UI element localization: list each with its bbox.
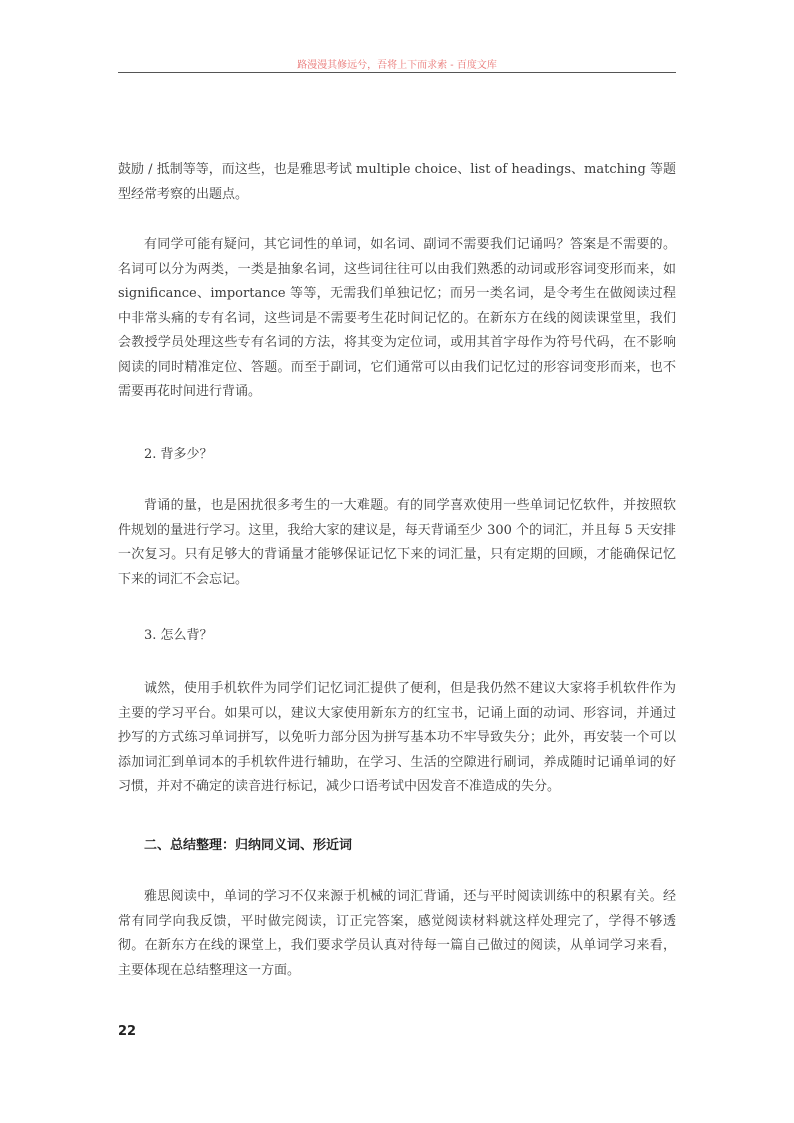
- paragraph-1: 鼓励 / 抵制等等，而这些，也是雅思考试 multiple choice、list of headings、matching 等题型经常考察的出题点。: [118, 162, 676, 202]
- paragraph-2: 有同学可能有疑问，其它词性的单词，如名词、副词不需要我们记诵吗？答案是不需要的。名词可以分为两类，一类是抽象名词，这些词往往可以由我们熟悉的动词或形容词变形而来，如 significance、importance 等等，无需我们单独记忆；而另一类名词，是令考生在做阅读过程中非常头痛的专有名词，这些词是不需要考生花时间记忆的。在新东方在线的阅读课堂里，我们会教授学员处理这些专有名词的方法，将其变为定位词，或用其首字母作为符号代码，在不影响阅读的同时精准定位、答题。而至于副词，它们通常可以由我们记忆过的形容词变形而来，也不需要再花时间进行背诵。: [118, 237, 676, 399]
- subheading-how-to: 3. 怎么背？: [144, 628, 213, 643]
- paragraph-4: 诚然，使用手机软件为同学们记忆词汇提供了便利，但是我仍然不建议大家将手机软件作为主要的学习平台。如果可以，建议大家使用新东方的红宝书，记诵上面的动词、形容词，并通过抄写的方式练习单词拼写，以免听力部分因为拼写基本功不牢导致失分；此外，再安装一个可以添加词汇到单词本的手机软件进行辅助，在学习、生活的空隙进行刷词，养成随时记诵单词的好习惯，并对不确定的读音进行标记，减少口语考试中因发音不准造成的失分。: [118, 681, 676, 794]
- subheading-how-many: 2. 背多少？: [144, 447, 213, 462]
- paragraph-3: 背诵的量，也是困扰很多考生的一大难题。有的同学喜欢使用一些单词记忆软件，并按照软件规划的量进行学习。这里，我给大家的建议是，每天背诵至少 300 个的词汇，并且每 5 天安排一次复习。只有足够大的背诵量才能够保证记忆下来的词汇量，只有定期的回顾，才能确保记忆下来的词汇不会忘记。: [118, 498, 676, 587]
- header-divider: [118, 72, 676, 73]
- document-header: 路漫漫其修远兮，吾将上下而求索 - 百度文库: [297, 60, 497, 71]
- page-number: 22: [118, 1024, 137, 1039]
- paragraph-5: 雅思阅读中，单词的学习不仅来源于机械的词汇背诵，还与平时阅读训练中的积累有关。经常有同学向我反馈，平时做完阅读，订正完答案，感觉阅读材料就这样处理完了，学得不够透彻。在新东方在线的课堂上，我们要求学员认真对待每一篇自己做过的阅读，从单词学习来看，主要体现在总结整理这一方面。: [118, 889, 676, 978]
- section-heading: 二、总结整理：归纳同义词、形近词: [144, 838, 353, 853]
